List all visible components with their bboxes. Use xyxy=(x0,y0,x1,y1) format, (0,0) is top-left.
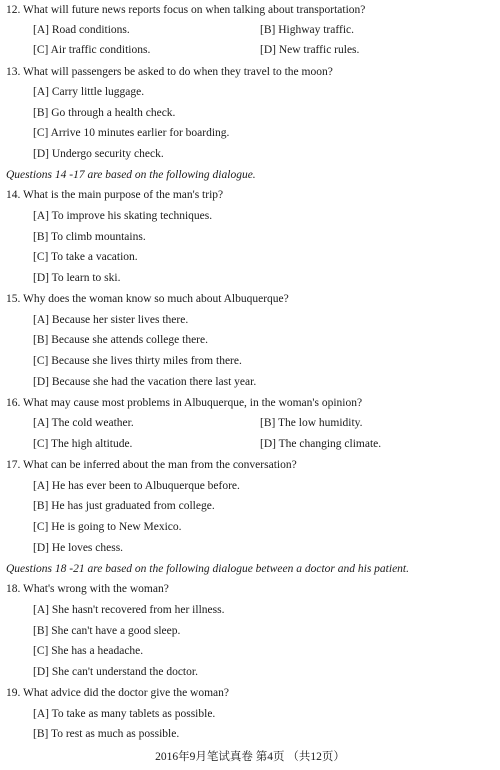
question-19-stem: 19. What advice did the doctor give the woman? xyxy=(6,687,230,699)
question-13-option-d: [D] Undergo security check. xyxy=(33,148,164,160)
question-13-option-c: [C] Arrive 10 minutes earlier for boarding. xyxy=(33,127,230,139)
question-18-option-c: [C] She has a headache. xyxy=(33,645,144,657)
question-18-stem: 18. What's wrong with the woman? xyxy=(6,583,169,595)
question-19-option-a: [A] To take as many tablets as possible. xyxy=(33,708,216,720)
question-15-stem: 15. Why does the woman know so much about Albuquerque? xyxy=(6,293,289,305)
question-14-option-d: [D] To learn to ski. xyxy=(33,272,121,284)
question-16-stem: 16. What may cause most problems in Albuquerque, in the woman's opinion? xyxy=(6,397,363,409)
question-15-option-d: [D] Because she had the vacation there last year. xyxy=(33,376,257,388)
question-16-option-d: [D] The changing climate. xyxy=(260,438,382,450)
question-14-option-a: [A] To improve his skating techniques. xyxy=(33,210,213,222)
question-17-option-d: [D] He loves chess. xyxy=(33,542,124,554)
question-16-option-a: [A] The cold weather. xyxy=(33,417,134,429)
question-18-option-b: [B] She can't have a good sleep. xyxy=(33,625,181,637)
question-19-option-b: [B] To rest as much as possible. xyxy=(33,728,180,740)
question-15-option-a: [A] Because her sister lives there. xyxy=(33,314,189,326)
question-15-option-c: [C] Because she lives thirty miles from there. xyxy=(33,355,242,367)
question-14-option-c: [C] To take a vacation. xyxy=(33,251,138,263)
question-17-option-c: [C] He is going to New Mexico. xyxy=(33,521,182,533)
question-12-stem: 12. What will future news reports focus on when talking about transportation? xyxy=(6,4,366,16)
question-13-stem: 13. What will passengers be asked to do when they travel to the moon? xyxy=(6,66,333,78)
question-12-option-d: [D] New traffic rules. xyxy=(260,44,360,56)
question-16-option-b: [B] The low humidity. xyxy=(260,417,363,429)
question-13-option-a: [A] Carry little luggage. xyxy=(33,86,145,98)
page-footer: 2016年9月笔试真卷 第4页 （共12页） xyxy=(155,751,345,763)
question-13-option-b: [B] Go through a health check. xyxy=(33,107,176,119)
section-heading-18-21: Questions 18 -21 are based on the following dialogue between a doctor and his patient. xyxy=(6,563,409,575)
question-14-option-b: [B] To climb mountains. xyxy=(33,231,146,243)
question-18-option-a: [A] She hasn't recovered from her illness. xyxy=(33,604,225,616)
question-17-option-a: [A] He has ever been to Albuquerque before. xyxy=(33,480,240,492)
question-16-option-c: [C] The high altitude. xyxy=(33,438,133,450)
question-17-stem: 17. What can be inferred about the man from the conversation? xyxy=(6,459,297,471)
question-17-option-b: [B] He has just graduated from college. xyxy=(33,500,215,512)
question-12-option-c: [C] Air traffic conditions. xyxy=(33,44,151,56)
question-12-option-a: [A] Road conditions. xyxy=(33,24,130,36)
question-15-option-b: [B] Because she attends college there. xyxy=(33,334,208,346)
question-18-option-d: [D] She can't understand the doctor. xyxy=(33,666,198,678)
section-heading-14-17: Questions 14 -17 are based on the following dialogue. xyxy=(6,169,256,181)
question-14-stem: 14. What is the main purpose of the man's trip? xyxy=(6,189,224,201)
question-12-option-b: [B] Highway traffic. xyxy=(260,24,354,36)
